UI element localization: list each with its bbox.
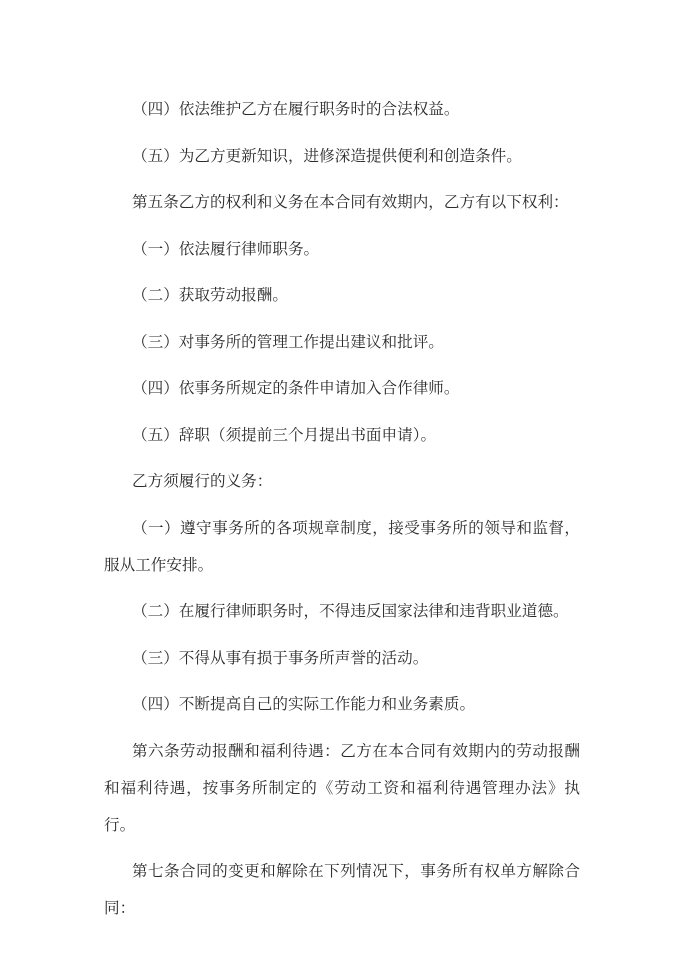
- clause-paragraph: （三）不得从事有损于事务所声誉的活动。: [132, 648, 429, 667]
- obligations-heading: 乙方须履行的义务：: [132, 472, 273, 490]
- clause-paragraph: （四）依事务所规定的条件申请加入合作律师。: [132, 379, 460, 397]
- article-5-heading: 第五条乙方的权利和义务在本合同有效期内，乙方有以下权利：: [132, 193, 569, 211]
- article-6-paragraph: 第六条劳动报酬和福利待遇：乙方在本合同有效期内的劳动报酬和福利待遇，按事务所制定的《劳动工资和福利待遇管理办法》执行。: [104, 741, 580, 834]
- clause-paragraph: （三）对事务所的管理工作提出建议和批评。: [132, 332, 444, 351]
- clause-paragraph: （四）不断提高自己的实际工作能力和业务素质。: [132, 695, 476, 713]
- clause-paragraph: （四）依法维护乙方在履行职务时的合法权益。: [132, 100, 460, 118]
- document-page: [104, 91, 580, 937]
- clause-paragraph: （五）为乙方更新知识，进修深造提供便利和创造条件。: [132, 146, 522, 165]
- clause-paragraph: （二）在履行律师职务时，不得违反国家法律和违背职业道德。: [132, 602, 569, 620]
- clause-paragraph: （一）依法履行律师职务。: [132, 239, 320, 258]
- clause-paragraph: （一）遵守事务所的各项规章制度，接受事务所的领导和监督，服从工作安排。: [104, 518, 580, 574]
- article-7-paragraph: 第七条合同的变更和解除在下列情况下，事务所有权单方解除合同：: [104, 862, 580, 917]
- clause-paragraph: （五）辞职（须提前三个月提出书面申请）。: [132, 425, 437, 444]
- clause-paragraph: （二）获取劳动报酬。: [132, 286, 288, 304]
